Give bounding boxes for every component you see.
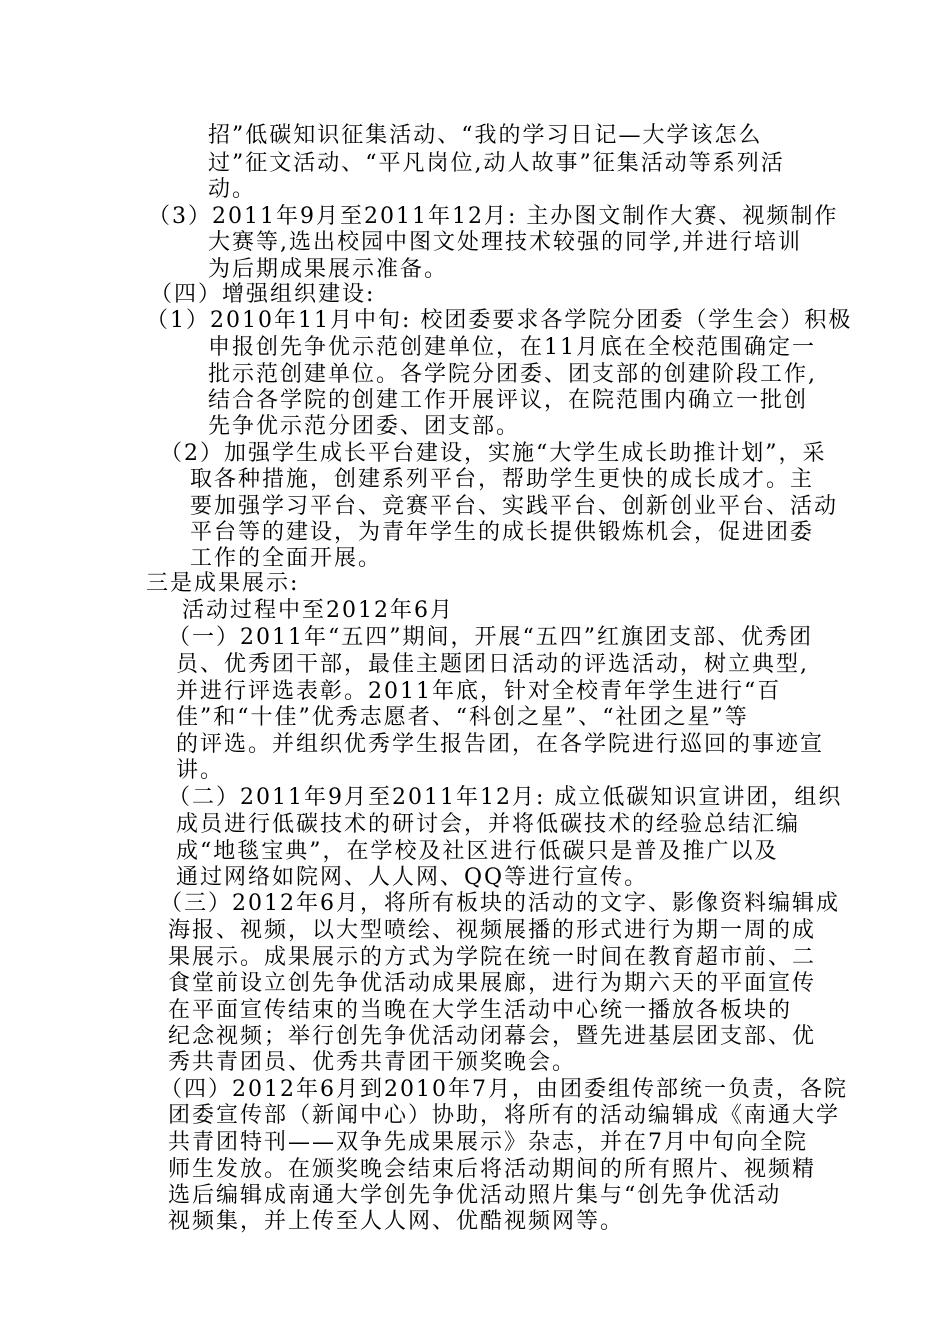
text-line: 秀共青团员、优秀共青团干颁奖晚会。 bbox=[168, 1050, 577, 1075]
list-item-heading: （2）加强学生成长平台建设，实施“大学生成长助推计划”，采 bbox=[160, 441, 827, 466]
text-line: 成“地毯宝典”，在学校及社区进行低碳只是普及推广以及 bbox=[176, 839, 779, 864]
text-line: 共青团特刊——双争先成果展示》杂志，并在7月中旬向全院 bbox=[168, 1130, 808, 1155]
section-heading: 三是成果展示: bbox=[146, 571, 300, 596]
text-line: 为后期成果展示准备。 bbox=[208, 257, 449, 282]
text-line: 果展示。成果展示的方式为学院在统一时间在教育超市前、二 bbox=[168, 945, 817, 970]
text-line: 大赛等,选出校园中图文处理技术较强的同学,并进行培训 bbox=[208, 230, 802, 255]
text-line: 选后编辑成南通大学创先争优活动照片集与“创先争优活动 bbox=[168, 1183, 782, 1208]
text-line: 在平面宣传结束的当晚在大学生活动中心统一播放各板块的 bbox=[168, 998, 793, 1023]
text-line: 结合各学院的创建工作开展评议，在院范围内确立一批创 bbox=[208, 388, 809, 413]
text-line: 并进行评选表彰。2011年底，针对全校青年学生进行“百 bbox=[176, 679, 782, 704]
text-line: 的评选。并组织优秀学生报告团，在各学院进行巡回的事迹宣 bbox=[176, 732, 825, 757]
text-line: 员、优秀团干部，最佳主题团日活动的评选活动，树立典型, bbox=[176, 652, 809, 677]
text-line: 讲。 bbox=[176, 758, 225, 783]
text-line: 工作的全面开展。 bbox=[190, 546, 383, 571]
text-line: 食堂前设立创先争优活动成果展廊，进行为期六天的平面宣传 bbox=[168, 971, 817, 996]
text-line: 成员进行低碳技术的研讨会，并将低碳技术的经验总结汇编 bbox=[176, 812, 801, 837]
text-line: 取各种措施，创建系列平台，帮助学生更快的成长成才。主 bbox=[190, 467, 815, 492]
text-line: 招”低碳知识征集活动、“我的学习日记—大学该怎么 bbox=[208, 123, 763, 148]
list-item-heading: （一）2011年“五四”期间，开展“五四”红旗团支部、优秀团 bbox=[168, 625, 813, 650]
text-line: 动。 bbox=[208, 177, 257, 202]
list-item-heading: （1）2010年11月中旬: 校团委要求各学院分团委（学生会）积极 bbox=[146, 308, 853, 333]
text-line: 纪念视频；举行创先争优活动闭幕会，暨先进基层团支部、优 bbox=[168, 1024, 817, 1049]
section-heading: （四）增强组织建设: bbox=[150, 282, 376, 307]
list-item-heading: （二）2011年9月至2011年12月: 成立低碳知识宣讲团，组织 bbox=[168, 785, 843, 810]
text-line: 佳”和“十佳”优秀志愿者、“科创之星”、“社团之星”等 bbox=[176, 705, 749, 730]
text-line: 先争优示范分团委、团支部。 bbox=[208, 414, 521, 439]
text-line: 过”征文活动、“平凡岗位,动人故事”征集活动等系列活 bbox=[208, 151, 785, 176]
text-line: 通过网络如院网、人人网、QQ等进行宣传。 bbox=[176, 865, 649, 890]
text-line: 师生发放。在颁奖晚会结束后将活动期间的所有照片、视频精 bbox=[168, 1157, 817, 1182]
list-item-heading: （三）2012年6月，将所有板块的活动的文字、影像资料编辑成 bbox=[160, 891, 840, 916]
list-item-heading: （四）2012年6月到2010年7月，由团委组传部统一负责，各院 bbox=[160, 1077, 848, 1102]
list-item-heading: （3）2011年9月至2011年12月: 主办图文制作大赛、视频制作 bbox=[148, 204, 839, 229]
text-line: 批示范创建单位。各学院分团委、团支部的创建阶段工作, bbox=[208, 362, 817, 387]
text-line: 海报、视频，以大型喷绘、视频展播的形式进行为期一周的成 bbox=[168, 918, 817, 943]
text-line: 申报创先争优示范创建单位，在11月底在全校范围确定一 bbox=[208, 335, 816, 360]
text-line: 要加强学习平台、竞赛平台、实践平台、创新创业平台、活动 bbox=[190, 494, 839, 519]
text-line: 视频集，并上传至人人网、优酷视频网等。 bbox=[168, 1209, 625, 1234]
text-line: 团委宣传部（新闻中心）协助，将所有的活动编辑成《南通大学 bbox=[168, 1103, 841, 1128]
text-line: 平台等的建设，为青年学生的成长提供锻炼机会，促进团委 bbox=[190, 520, 815, 545]
subheading: 活动过程中至2012年6月 bbox=[182, 598, 454, 623]
